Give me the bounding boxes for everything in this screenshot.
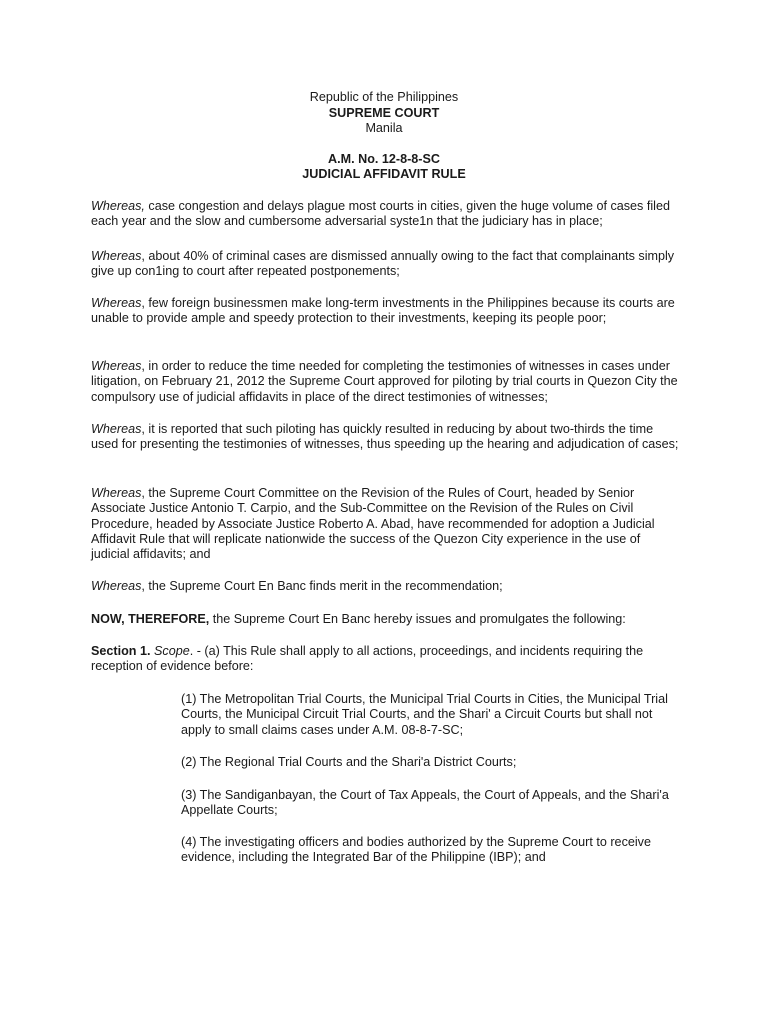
whereas-paragraph-6: [91, 486, 681, 562]
section-label: Section 1.: [91, 644, 151, 658]
republic-line: Republic of the Philippines: [309, 90, 459, 104]
court-name: SUPREME COURT: [328, 106, 440, 120]
section-scope: Scope: [154, 644, 190, 658]
whereas-paragraph-1: [91, 199, 681, 230]
now-therefore-lead: NOW, THEREFORE,: [91, 612, 210, 626]
scope-item-2: (2) The Regional Trial Courts and the Shari'a District Courts;: [181, 755, 517, 769]
scope-item-1: (1) The Metropolitan Trial Courts, the Municipal Trial Courts in Cities, the Municipal Trial Courts, the Municipal Circuit Trial Courts, and the Shari' a Circuit Courts but shall not apply to small claims cases under A.M. 08-8-7-SC;: [181, 692, 668, 737]
whereas-text: , about 40% of criminal cases are dismissed annually owing to the fact that complainants simply give up con1ing to court after repeated postponements;: [91, 249, 675, 279]
whereas-text: case congestion and delays plague most courts in cities, given the huge volume of cases filed each year and the slow and cumbersome adversarial syste1n that the judiciary has in place;: [91, 199, 670, 229]
whereas-paragraph-7: [91, 579, 681, 594]
whereas-lead: Whereas: [91, 359, 142, 373]
scope-item-3: (3) The Sandiganbayan, the Court of Tax Appeals, the Court of Appeals, and the Shari'a Appellate Courts;: [181, 788, 669, 818]
now-therefore-paragraph: [91, 612, 681, 627]
whereas-lead: Whereas: [91, 579, 142, 593]
whereas-lead: Whereas: [91, 486, 142, 500]
whereas-lead: Whereas: [91, 422, 142, 436]
whereas-paragraph-4: [91, 359, 681, 405]
now-therefore-text: the Supreme Court En Banc hereby issues and promulgates the following:: [209, 612, 626, 626]
whereas-paragraph-2: [91, 249, 681, 280]
whereas-text: , few foreign businessmen make long-term investments in the Philippines because its courts are unable to provide ample and speedy protection to their investments, keeping its people poor;: [91, 296, 675, 326]
rule-title: JUDICIAL AFFIDAVIT RULE: [302, 167, 466, 181]
whereas-text: , in order to reduce the time needed for completing the testimonies of witnesses in cases under litigation, on February 21, 2012 the Supreme Court approved for piloting by trial courts in Quezon City the compulsory use of judicial affidavits in place of the direct testimonies of witnesses;: [91, 359, 678, 404]
whereas-paragraph-3: [91, 296, 681, 327]
city-line: Manila: [365, 121, 403, 135]
whereas-lead: Whereas,: [91, 199, 145, 213]
section-1-paragraph: [91, 644, 681, 675]
whereas-text: , the Supreme Court En Banc finds merit in the recommendation;: [141, 579, 503, 593]
whereas-lead: Whereas: [91, 296, 142, 310]
case-number: A.M. No. 12-8-8-SC: [328, 152, 440, 166]
section-text: . - (a) This Rule shall apply to all actions, proceedings, and incidents requiring the reception of evidence before:: [91, 644, 644, 674]
whereas-text: , it is reported that such piloting has quickly resulted in reducing by about two-thirds the time used for presenting the testimonies of witnesses, thus speeding up the hearing and adjudication of cases;: [91, 422, 679, 452]
whereas-lead: Whereas: [91, 249, 142, 263]
scope-item-4: (4) The investigating officers and bodies authorized by the Supreme Court to receive evidence, including the Integrated Bar of the Philippine (IBP); and: [181, 835, 651, 865]
whereas-text: , the Supreme Court Committee on the Revision of the Rules of Court, headed by Senior Associate Justice Antonio T. Carpio, and the Sub-Committee on the Revision of the Rules on Civil Procedure, headed by Associate Justice Roberto A. Abad, have recommended for adoption a Judicial Affidavit Rule that will replicate nationwide the success of the Quezon City experience in the use of judicial affidavits; and: [91, 486, 655, 562]
whereas-paragraph-5: [91, 422, 681, 453]
